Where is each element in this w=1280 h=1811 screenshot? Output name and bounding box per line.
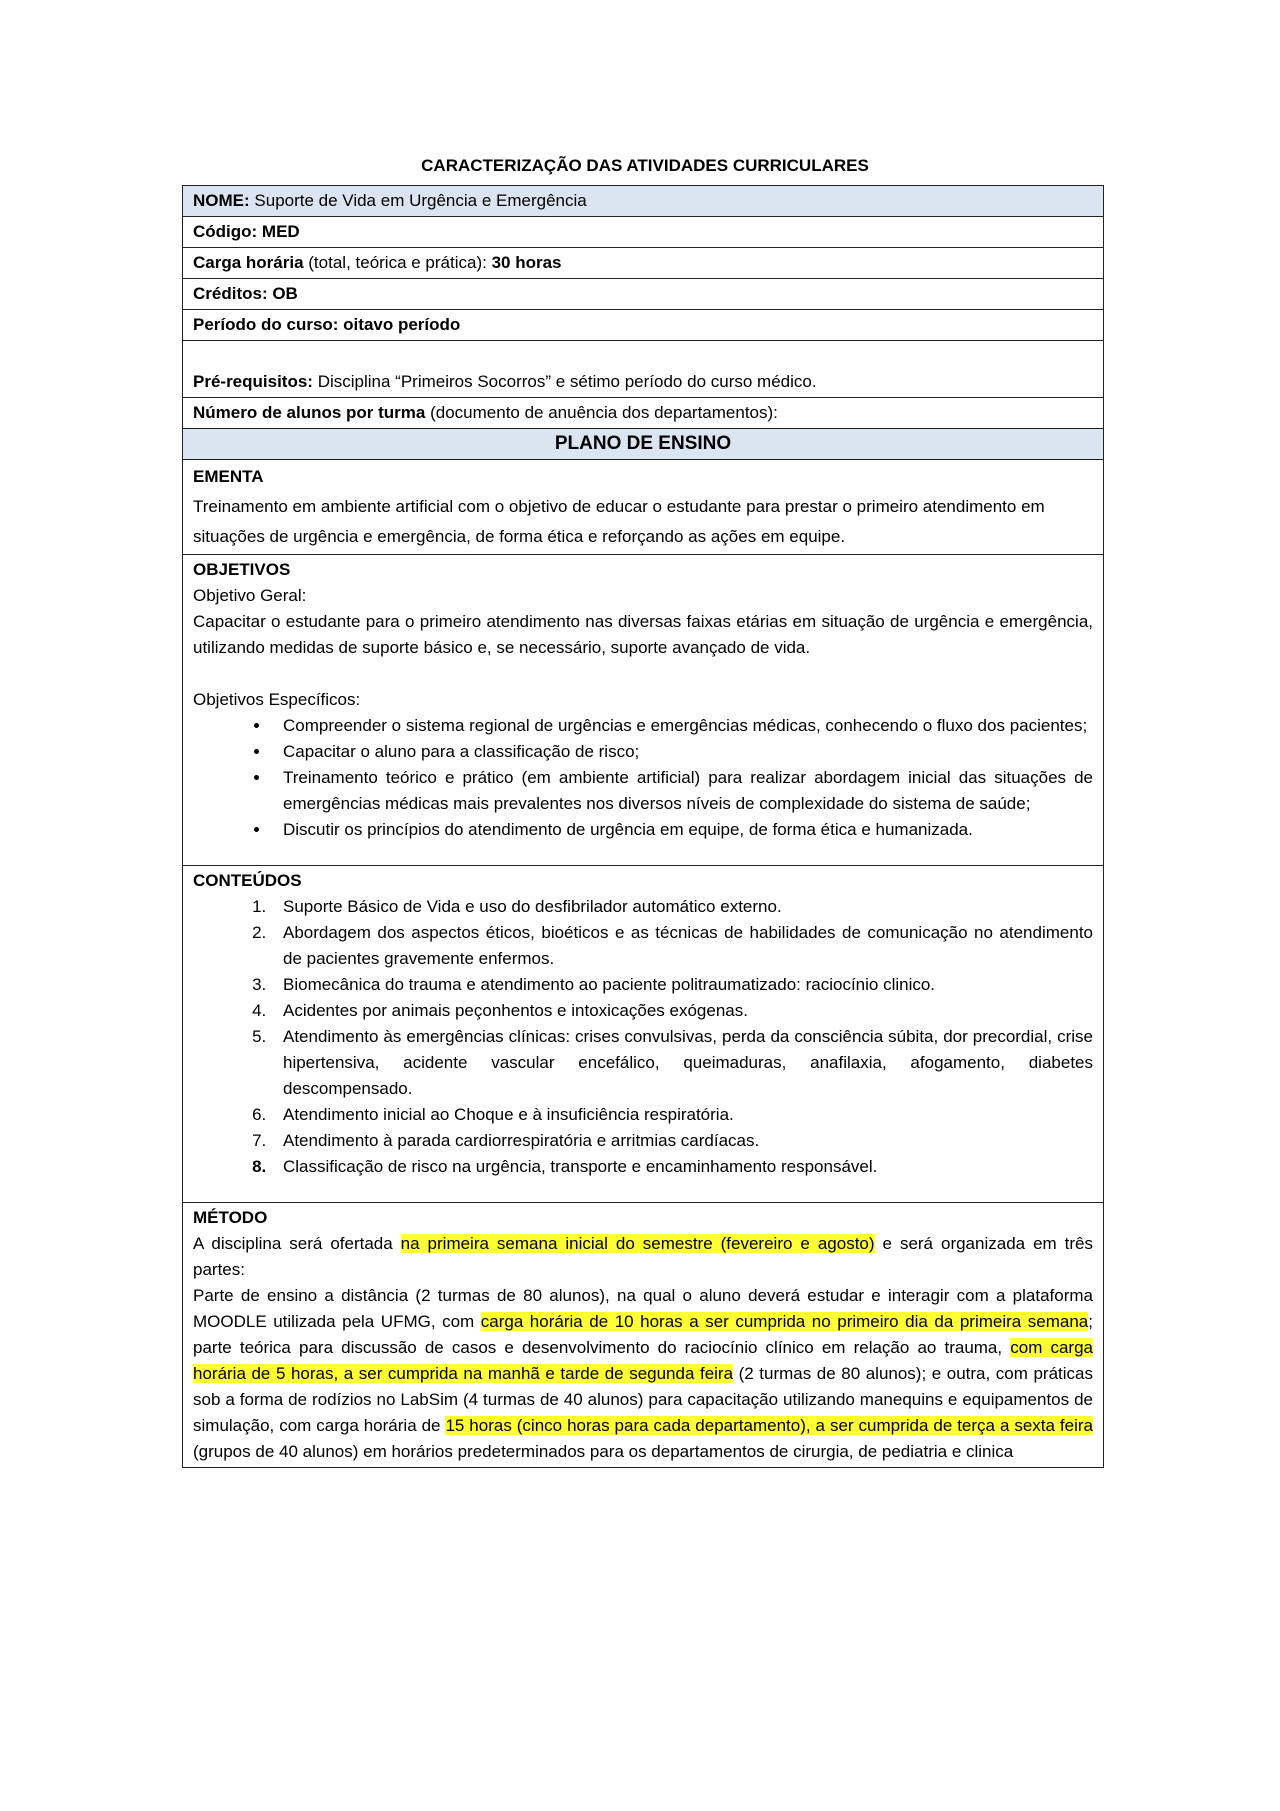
list-item: 1. Suporte Básico de Vida e uso do desfibrilador automático externo. <box>271 894 1093 920</box>
row-periodo <box>183 310 1104 341</box>
metodo-p1-a: A disciplina será ofertada <box>193 1234 401 1253</box>
cell-codigo: Código: MED <box>183 217 1104 248</box>
carga-label: Carga horária <box>193 253 304 272</box>
row-nome <box>183 186 1104 217</box>
cell-creditos: Créditos: OB <box>183 279 1104 310</box>
metodo-paragraph-2 <box>193 1283 1093 1465</box>
ementa-title: EMENTA <box>193 467 264 486</box>
conteudos-title: CONTEÚDOS <box>193 871 302 890</box>
cell-objetivos <box>183 555 1104 866</box>
list-item: • Capacitar o aluno para a classificação de risco; <box>271 739 1093 765</box>
list-item: 6. Atendimento inicial ao Choque e à insuficiência respiratória. <box>271 1102 1093 1128</box>
cell-periodo: Período do curso: oitavo período <box>183 310 1104 341</box>
ementa-text: Treinamento em ambiente artificial com o objetivo de educar o estudante para prestar o primeiro atendimento em situações de urgência e emergência, de forma ética e reforçando as ações em equipe. <box>193 497 1045 546</box>
list-item: 2. Abordagem dos aspectos éticos, bioéticos e as técnicas de habilidades de comunicação no atendimento de pacientes gravemente enfermos. <box>271 920 1093 972</box>
metodo-title: MÉTODO <box>193 1208 268 1227</box>
cell-alunos <box>183 398 1104 429</box>
cell-ementa <box>183 460 1104 555</box>
list-item: • Compreender o sistema regional de urgências e emergências médicas, conhecendo o fluxo dos pacientes; <box>271 713 1093 739</box>
row-codigo <box>183 217 1104 248</box>
prereq-label: Pré-requisitos: <box>193 372 313 391</box>
row-plano <box>183 429 1104 460</box>
metodo-p2-highlight-1: carga horária de 10 horas a ser cumprida no primeiro dia da primeira semana <box>480 1312 1089 1331</box>
list-item: 7. Atendimento à parada cardiorrespiratória e arritmias cardíacas. <box>271 1128 1093 1154</box>
row-metodo <box>183 1203 1104 1468</box>
alunos-label: Número de alunos por turma <box>193 403 426 422</box>
cell-metodo <box>183 1203 1104 1468</box>
carga-mid: (total, teórica e prática): <box>303 253 492 272</box>
metodo-p1-b: e será organizada em três partes: <box>193 1234 1094 1279</box>
list-item: • Treinamento teórico e prático (em ambiente artificial) para realizar abordagem inicial das situações de emergências médicas mais prevalentes nos diversos níveis de complexidade do sistema de saúde; <box>271 765 1093 817</box>
prereq-value: Disciplina “Primeiros Socorros” e sétimo período do curso médico. <box>312 372 817 391</box>
row-alunos <box>183 398 1104 429</box>
nome-label: NOME: <box>193 191 250 210</box>
metodo-paragraph-1 <box>193 1231 1093 1283</box>
cell-nome <box>183 186 1104 217</box>
alunos-value: (documento de anuência dos departamentos): <box>425 403 778 422</box>
objetivos-bottom-spacer <box>193 843 1093 863</box>
row-creditos <box>183 279 1104 310</box>
metodo-p2-highlight-3: 15 horas (cinco horas para cada departamento), a ser cumprida de terça a sexta feira <box>445 1416 1093 1435</box>
row-objetivos <box>183 555 1104 866</box>
objetivo-geral-text: Capacitar o estudante para o primeiro atendimento nas diversas faixas etárias em situação de urgência e emergência, utilizando medidas de suporte básico e, se necessário, suporte avançado de vida. <box>193 612 1093 657</box>
conteudos-bottom-spacer <box>193 1180 1093 1200</box>
metodo-p2-a: Parte de ensino a distância (2 turmas de 80 alunos), na qual o aluno deverá estudar e interagir com a plataforma MOODLE utilizada pela UFMG, com <box>193 1286 1093 1331</box>
metodo-p1-highlight: na primeira semana inicial do semestre (fevereiro e agosto) <box>400 1234 875 1253</box>
list-item: • Discutir os princípios do atendimento de urgência em equipe, de forma ética e humanizada. <box>271 817 1093 843</box>
row-prereq <box>183 341 1104 398</box>
document-title: CARACTERIZAÇÃO DAS ATIVIDADES CURRICULARES <box>421 156 869 175</box>
metodo-p2-highlight-2: com carga horária de 5 horas, a ser cumprida na manhã e tarde de segunda feira <box>193 1338 1093 1383</box>
cell-prereq <box>183 341 1104 398</box>
objetivos-spacer <box>193 661 1093 687</box>
objetivos-especificos-list <box>193 713 1093 843</box>
list-item: 3. Biomecânica do trauma e atendimento ao paciente politraumatizado: raciocínio clinico. <box>271 972 1093 998</box>
list-item: 4. Acidentes por animais peçonhentos e intoxicações exógenas. <box>271 998 1093 1024</box>
metodo-p2-d: (grupos de 40 alunos) em horários predeterminados para os departamentos de cirurgia, de pediatria e clinica <box>193 1442 1014 1461</box>
objetivos-title: OBJETIVOS <box>193 560 291 579</box>
conteudos-list <box>193 894 1093 1180</box>
row-conteudos <box>183 866 1104 1203</box>
cell-carga <box>183 248 1104 279</box>
list-item: 8. Classificação de risco na urgência, transporte e encaminhamento responsável. <box>271 1154 1093 1180</box>
row-carga <box>183 248 1104 279</box>
curriculum-table <box>182 185 1104 1468</box>
list-item: 5. Atendimento às emergências clínicas: crises convulsivas, perda da consciência súbita, dor precordial, crise hipertensiva, acidente vascular encefálico, queimaduras, anafilaxia, afogamento, diabetes descompensado. <box>271 1024 1093 1102</box>
carga-value: 30 horas <box>491 253 562 272</box>
plano-title: PLANO DE ENSINO <box>183 429 1104 460</box>
objetivos-especificos-label: Objetivos Específicos: <box>193 690 361 709</box>
metodo-p2-c: (2 turmas de 80 alunos); e outra, com práticas sob a forma de rodízios no LabSim (4 turmas de 40 alunos) para capacitação utilizando manequins e equipamentos de simulação, com carga horária de <box>193 1364 1093 1435</box>
cell-conteudos <box>183 866 1104 1203</box>
prereq-spacer <box>193 343 1093 369</box>
row-ementa <box>183 460 1104 555</box>
nome-value: Suporte de Vida em Urgência e Emergência <box>249 191 587 210</box>
metodo-p2-b: ; parte teórica para discussão de casos e desenvolvimento do raciocínio clínico em relação ao trauma, <box>193 1312 1093 1357</box>
objetivo-geral-label: Objetivo Geral: <box>193 586 307 605</box>
